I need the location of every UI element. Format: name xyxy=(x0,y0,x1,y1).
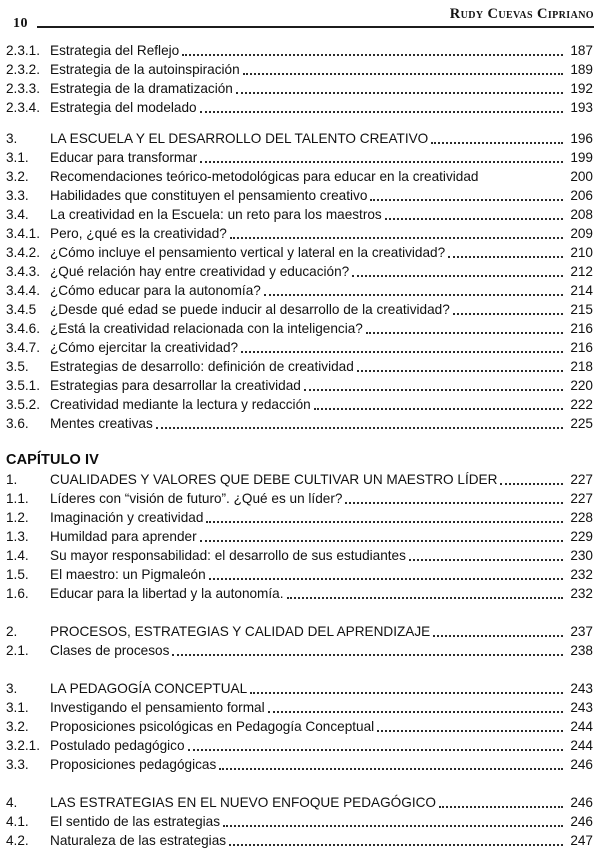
entry-title: El maestro: un Pigmaleón xyxy=(50,567,206,582)
entry-title: Imaginación y creatividad xyxy=(50,510,204,525)
dot-leader xyxy=(219,768,563,770)
entry-number: 2.1. xyxy=(6,643,29,658)
entry-page-number: 187 xyxy=(570,43,593,58)
dot-leader xyxy=(439,806,563,808)
entry-title: Estrategia de la dramatización xyxy=(50,81,233,96)
entry-number: 3.4.7. xyxy=(6,340,41,355)
entry-title: Proposiciones psicológicas en Pedagogía Conceptual xyxy=(50,719,375,734)
dot-leader xyxy=(268,711,563,713)
dot-leader xyxy=(500,483,563,485)
toc-group xyxy=(6,451,593,603)
dot-leader xyxy=(345,502,563,504)
entry-number: 3.4.4. xyxy=(6,283,41,298)
entry-number: 4.2. xyxy=(6,833,29,848)
entry-title: Estrategias para desarrollar la creatividad xyxy=(50,378,301,393)
entry-number: 3.2.1. xyxy=(6,738,41,753)
entry-number: 1. xyxy=(6,472,18,487)
entry-number: 3.4.1. xyxy=(6,226,41,241)
entry-page-number: 216 xyxy=(570,340,593,355)
entry-page-number: 225 xyxy=(570,416,593,431)
entry-title: Su mayor responsabilidad: el desarrollo de sus estudiantes xyxy=(50,548,406,563)
entry-number: 3.3. xyxy=(6,188,29,203)
dot-leader xyxy=(366,332,563,334)
toc-entry xyxy=(6,41,593,60)
entry-page-number: 199 xyxy=(570,150,593,165)
toc-entry xyxy=(6,224,593,243)
entry-number: 3.3. xyxy=(6,757,29,772)
entry-title: LAS ESTRATEGIAS EN EL NUEVO ENFOQUE PEDAGÓGICO xyxy=(50,795,436,810)
entry-title: Habilidades que constituyen el pensamiento creativo xyxy=(50,188,368,203)
entry-number: 3.4.5 xyxy=(6,302,37,317)
entry-title: Mentes creativas xyxy=(50,416,153,431)
dot-leader xyxy=(206,521,563,523)
toc-group xyxy=(6,41,593,117)
dot-leader xyxy=(156,427,563,429)
toc-entry xyxy=(6,679,593,698)
entry-title: ¿Qué relación hay entre creatividad y educación? xyxy=(50,264,350,279)
toc-entry xyxy=(6,167,593,186)
toc-entry xyxy=(6,243,593,262)
dot-leader xyxy=(431,142,563,144)
entry-page-number: 230 xyxy=(570,548,593,563)
toc-entry xyxy=(6,414,593,433)
entry-title: Estrategia del modelado xyxy=(50,100,197,115)
entry-number: 2.3.2. xyxy=(6,62,41,77)
toc-entry xyxy=(6,300,593,319)
dot-leader xyxy=(230,237,563,239)
entry-page-number: 244 xyxy=(570,719,593,734)
toc-entry xyxy=(6,98,593,117)
dot-leader xyxy=(370,199,563,201)
entry-number: 1.1. xyxy=(6,491,29,506)
header-rule xyxy=(37,26,594,28)
toc-entry xyxy=(6,584,593,603)
entry-number: 3.5. xyxy=(6,359,29,374)
toc-entry xyxy=(6,717,593,736)
entry-number: 3.4. xyxy=(6,207,29,222)
entry-number: 3.5.2. xyxy=(6,397,41,412)
dot-leader xyxy=(188,749,563,751)
entry-title: ¿Está la creatividad relacionada con la inteligencia? xyxy=(50,321,363,336)
entry-title: Investigando el pensamiento formal xyxy=(50,700,265,715)
toc-entry xyxy=(6,357,593,376)
entry-title: CUALIDADES Y VALORES QUE DEBE CULTIVAR UN MAESTRO LÍDER xyxy=(50,472,498,487)
toc-group xyxy=(6,679,593,774)
dot-leader xyxy=(314,408,563,410)
entry-page-number: 218 xyxy=(570,359,593,374)
dot-leader xyxy=(433,635,563,637)
entry-page-number: 227 xyxy=(570,491,593,506)
entry-page-number: 200 xyxy=(570,169,593,184)
entry-number: 2.3.3. xyxy=(6,81,41,96)
toc-entry xyxy=(6,793,593,812)
toc-entry xyxy=(6,395,593,414)
entry-title: El sentido de las estrategias xyxy=(50,814,221,829)
entry-page-number: 238 xyxy=(570,643,593,658)
entry-page-number: 196 xyxy=(570,131,593,146)
dot-leader xyxy=(352,275,563,277)
entry-page-number: 212 xyxy=(570,264,593,279)
entry-title: Creatividad mediante la lectura y redacción xyxy=(50,397,311,412)
dot-leader xyxy=(236,92,563,94)
entry-page-number: 244 xyxy=(570,738,593,753)
toc-entry xyxy=(6,489,593,508)
dot-leader xyxy=(357,370,563,372)
entry-number: 3.4.6. xyxy=(6,321,41,336)
entry-page-number: 229 xyxy=(570,529,593,544)
toc-group xyxy=(6,129,593,433)
page-header xyxy=(0,0,600,40)
entry-title: Postulado pedagógico xyxy=(50,738,185,753)
dot-leader xyxy=(287,597,564,599)
entry-page-number: 214 xyxy=(570,283,593,298)
dot-leader xyxy=(304,389,563,391)
toc-entry xyxy=(6,736,593,755)
entry-number: 3.1. xyxy=(6,700,29,715)
toc-entry xyxy=(6,60,593,79)
entry-page-number: 209 xyxy=(570,226,593,241)
entry-title: Educar para transformar xyxy=(50,150,198,165)
entry-title: Estrategia de la autoinspiración xyxy=(50,62,240,77)
dot-leader xyxy=(377,730,563,732)
entry-page-number: 222 xyxy=(570,397,593,412)
dot-leader xyxy=(409,559,563,561)
dot-leader xyxy=(453,313,563,315)
toc-entry xyxy=(6,376,593,395)
entry-title: Proposiciones pedagógicas xyxy=(50,757,217,772)
toc-entry xyxy=(6,186,593,205)
page-number: 10 xyxy=(13,16,28,31)
dot-leader xyxy=(172,654,563,656)
entry-page-number: 243 xyxy=(570,681,593,696)
entry-number: 4.1. xyxy=(6,814,29,829)
toc-entry xyxy=(6,508,593,527)
entry-number: 3.4.2. xyxy=(6,245,41,260)
toc xyxy=(6,41,593,849)
toc-entry xyxy=(6,831,593,849)
entry-page-number: 215 xyxy=(570,302,593,317)
toc-entry xyxy=(6,755,593,774)
toc-entry xyxy=(6,205,593,224)
toc-entry xyxy=(6,527,593,546)
entry-number: 2.3.1. xyxy=(6,43,41,58)
dot-leader xyxy=(182,54,563,56)
toc-entry xyxy=(6,79,593,98)
entry-page-number: 192 xyxy=(570,81,593,96)
dot-leader xyxy=(209,578,563,580)
entry-page-number: 232 xyxy=(570,567,593,582)
entry-page-number: 189 xyxy=(570,62,593,77)
entry-number: 1.5. xyxy=(6,567,29,582)
entry-page-number: 243 xyxy=(570,700,593,715)
toc-entry xyxy=(6,470,593,489)
entry-title: LA PEDAGOGÍA CONCEPTUAL xyxy=(50,681,248,696)
entry-number: 1.6. xyxy=(6,586,29,601)
entry-number: 3.1. xyxy=(6,150,29,165)
entry-title: Estrategia del Reflejo xyxy=(50,43,180,58)
dot-leader xyxy=(241,351,563,353)
dot-leader xyxy=(223,825,563,827)
toc-entry xyxy=(6,262,593,281)
entry-title: Naturaleza de las estrategias xyxy=(50,833,227,848)
entry-title: ¿Cómo incluye el pensamiento vertical y lateral en la creatividad? xyxy=(50,245,446,260)
entry-number: 1.2. xyxy=(6,510,29,525)
toc-entry xyxy=(6,338,593,357)
entry-title: La creatividad en la Escuela: un reto para los maestros xyxy=(50,207,382,222)
toc-entry xyxy=(6,281,593,300)
toc-entry xyxy=(6,148,593,167)
entry-page-number: 208 xyxy=(570,207,593,222)
entry-number: 2. xyxy=(6,624,18,639)
entry-number: 3. xyxy=(6,131,18,146)
dot-leader xyxy=(448,256,563,258)
toc-entry xyxy=(6,812,593,831)
entry-page-number: 247 xyxy=(570,833,593,848)
toc-entry xyxy=(6,622,593,641)
entry-page-number: 246 xyxy=(570,814,593,829)
entry-page-number: 246 xyxy=(570,795,593,810)
entry-title: Humildad para aprender xyxy=(50,529,197,544)
entry-number: 3.2. xyxy=(6,719,29,734)
toc-entry xyxy=(6,565,593,584)
entry-page-number: 232 xyxy=(570,586,593,601)
entry-number: 3. xyxy=(6,681,18,696)
entry-title: ¿Cómo ejercitar la creatividad? xyxy=(50,340,239,355)
entry-title: Clases de procesos xyxy=(50,643,170,658)
entry-title: ¿Cómo educar para la autonomía? xyxy=(50,283,261,298)
dot-leader xyxy=(243,73,563,75)
entry-number: 3.6. xyxy=(6,416,29,431)
entry-page-number: 228 xyxy=(570,510,593,525)
chapter-heading: CAPÍTULO IV xyxy=(6,452,99,468)
entry-title: LA ESCUELA Y EL DESARROLLO DEL TALENTO CREATIVO xyxy=(50,131,429,146)
toc-entry xyxy=(6,698,593,717)
entry-title: Estrategias de desarrollo: definición de creatividad xyxy=(50,359,354,374)
entry-number: 3.2. xyxy=(6,169,29,184)
entry-page-number: 246 xyxy=(570,757,593,772)
entry-number: 3.4.3. xyxy=(6,264,41,279)
entry-page-number: 193 xyxy=(570,100,593,115)
entry-page-number: 237 xyxy=(570,624,593,639)
entry-number: 3.5.1. xyxy=(6,378,41,393)
dot-leader xyxy=(264,294,563,296)
entry-page-number: 210 xyxy=(570,245,593,260)
toc-entry xyxy=(6,641,593,660)
entry-title: Recomendaciones teórico-metodológicas para educar en la creatividad xyxy=(50,169,479,184)
entry-number: 4. xyxy=(6,795,18,810)
dot-leader xyxy=(385,218,563,220)
entry-title: Pero, ¿qué es la creatividad? xyxy=(50,226,227,241)
entry-page-number: 216 xyxy=(570,321,593,336)
entry-title: PROCESOS, ESTRATEGIAS Y CALIDAD DEL APRENDIZAJE xyxy=(50,624,431,639)
toc-group xyxy=(6,622,593,660)
running-header-author: Rudy Cuevas Cipriano xyxy=(449,6,594,22)
toc-entry xyxy=(6,546,593,565)
entry-number: 1.3. xyxy=(6,529,29,544)
dot-leader xyxy=(229,844,563,846)
entry-number: 1.4. xyxy=(6,548,29,563)
entry-page-number: 220 xyxy=(570,378,593,393)
entry-page-number: 206 xyxy=(570,188,593,203)
entry-title: Educar para la libertad y la autonomía. xyxy=(50,586,284,601)
entry-page-number: 227 xyxy=(570,472,593,487)
entry-number: 2.3.4. xyxy=(6,100,41,115)
toc-entry xyxy=(6,319,593,338)
dot-leader xyxy=(250,692,563,694)
dot-leader xyxy=(200,111,563,113)
dot-leader xyxy=(200,540,563,542)
toc-entry xyxy=(6,129,593,148)
dot-leader xyxy=(200,161,563,163)
entry-title: Líderes con “visión de futuro”. ¿Qué es un líder? xyxy=(50,491,343,506)
entry-title: ¿Desde qué edad se puede inducir al desarrollo de la creatividad? xyxy=(50,302,450,317)
toc-group xyxy=(6,793,593,849)
